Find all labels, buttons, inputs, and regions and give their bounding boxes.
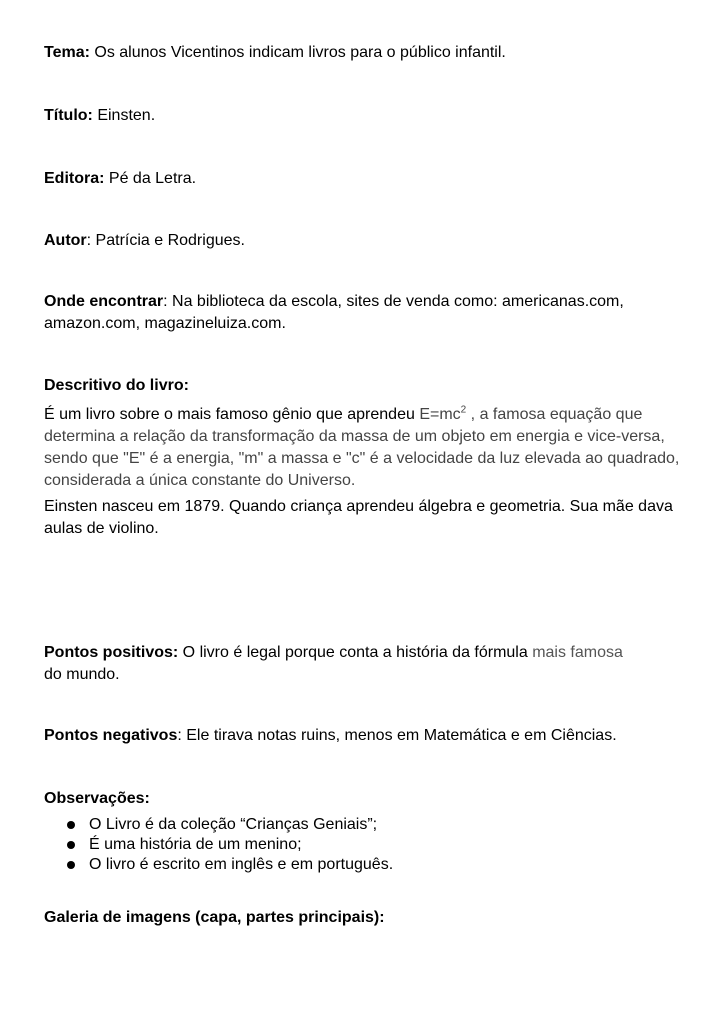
list-item: [44, 835, 393, 855]
positivos-highlight: mais famosa: [532, 644, 623, 661]
bullet-icon: [67, 841, 75, 849]
positivos-line-2: [44, 664, 120, 686]
titulo-value: Einsten.: [92, 107, 156, 124]
titulo-line: [44, 105, 155, 127]
descritivo-p1-rest: , a famosa equação que determina a relação da transformação da massa de um objeto em energia e vice-versa, sendo que "E" é a energia, "m" a massa e "c" é a velocidade da luz elevada ao quadrado, considerada a única constante do Universo.: [44, 406, 680, 489]
descritivo-heading-text: Descritivo do livro:: [44, 377, 189, 394]
editora-line: [44, 168, 196, 190]
positivos-line-1: [44, 642, 623, 664]
descritivo-heading: [44, 375, 189, 397]
list-item-text: É uma história de um menino;: [89, 836, 302, 853]
tema-value: Os alunos Vicentinos indicam livros para o público infantil.: [89, 44, 506, 61]
list-item: [44, 815, 393, 835]
negativos-line: [44, 725, 617, 747]
tema-line: [44, 42, 506, 64]
positivos-text: O livro é legal porque conta a história da fórmula: [178, 644, 533, 661]
formula-base: E=mc: [419, 406, 461, 423]
galeria-heading: [44, 907, 385, 929]
positivos-label: Pontos positivos:: [44, 644, 179, 661]
descritivo-p1-start: É um livro sobre o mais famoso gênio que aprendeu: [44, 406, 420, 423]
onde-line-1: [44, 291, 624, 313]
autor-line: [44, 230, 245, 252]
bullet-icon: [67, 861, 75, 869]
observacoes-heading-text: Observações:: [44, 790, 150, 807]
negativos-label: Pontos negativos: [44, 727, 178, 744]
list-item-text: O Livro é da coleção “Crianças Geniais”;: [89, 816, 378, 833]
onde-value-continued: amazon.com, magazineluiza.com.: [44, 315, 286, 332]
positivos-text-continued: do mundo.: [44, 666, 120, 683]
observacoes-list: [44, 815, 393, 875]
negativos-text: : Ele tirava notas ruins, menos em Matemática e em Ciências.: [177, 727, 617, 744]
bullet-icon: [67, 821, 75, 829]
editora-label: Editora:: [44, 170, 105, 187]
onde-value: : Na biblioteca da escola, sites de venda como: americanas.com,: [163, 293, 624, 310]
editora-value: Pé da Letra.: [104, 170, 197, 187]
list-item: [44, 855, 393, 875]
list-item-text: O livro é escrito em inglês e em português.: [89, 856, 394, 873]
onde-line-2: [44, 313, 286, 335]
descritivo-paragraph-2: Einsten nasceu em 1879. Quando criança aprendeu álgebra e geometria. Sua mãe dava aulas de violino.: [44, 498, 673, 537]
observacoes-heading: [44, 788, 150, 810]
formula-exponent: 2: [460, 404, 467, 416]
titulo-label: Título:: [44, 107, 93, 124]
onde-label: Onde encontrar: [44, 293, 164, 310]
autor-label: Autor: [44, 232, 87, 249]
formula: [419, 406, 466, 423]
descritivo-paragraph-1: [44, 404, 684, 492]
tema-label: Tema:: [44, 44, 90, 61]
autor-value: : Patrícia e Rodrigues.: [86, 232, 245, 249]
galeria-heading-text: Galeria de imagens (capa, partes principais):: [44, 909, 385, 926]
